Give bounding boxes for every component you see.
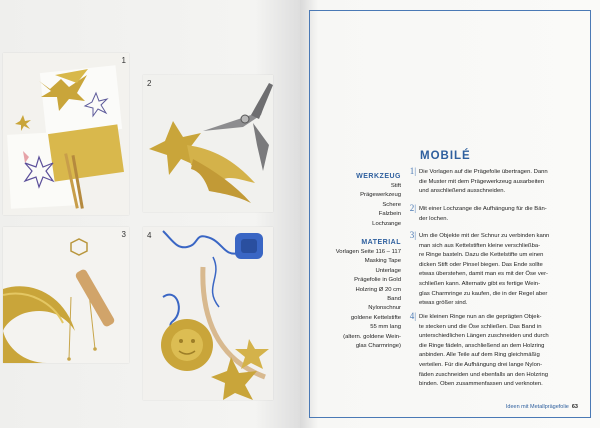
werkzeug-heading: WERKZEUG xyxy=(356,173,401,180)
photo-2 xyxy=(143,75,273,212)
step-line: man sich aus Kettelstiften kleine verschließba- xyxy=(419,242,541,249)
material-item: Holzring Ø 20 cm xyxy=(355,286,401,293)
gold-sun xyxy=(161,319,213,371)
step-text xyxy=(419,313,581,390)
step-line: fäden zuschneiden und ebenfalls an den Holzring xyxy=(419,371,549,378)
step-number: 2| xyxy=(409,203,416,213)
material-item: goldene Kettelstifte xyxy=(350,314,401,321)
step-line: Um die Objekte mit der Schnur zu verbinden kann xyxy=(419,233,550,239)
step-line: Die kleinen Ringe nun an die geprägten Objek- xyxy=(419,314,542,320)
werkzeug-item: Lochzange xyxy=(372,220,401,227)
photo-number: 1 xyxy=(121,56,126,65)
cut-star-and-punch-image xyxy=(143,75,273,212)
step-line: binden. Oben zusammenfassen und verknoten. xyxy=(419,381,543,388)
photo-3 xyxy=(3,227,129,363)
werkzeug-item: Prägewerkzeug xyxy=(360,192,401,199)
werkzeug-item: Falzbein xyxy=(378,211,401,218)
step-line: Mit einer Lochzange die Aufhängung für die Bän- xyxy=(419,206,547,212)
step-line: te stecken und die Öse schließen. Das Band in xyxy=(419,323,542,330)
material-item: 55 mm lang xyxy=(370,324,401,331)
step-line: glas Charmringe zu kaufen, die in der Regel aber xyxy=(419,290,548,297)
step-line: die Muster mit dem Prägewerkzeug ausarbeiten xyxy=(419,178,545,185)
step-line: der lochen. xyxy=(419,215,449,222)
step-line: und anschließend ausschneiden. xyxy=(419,188,506,195)
step-line: die Ringe fädeln, anschließend an dem Holzring xyxy=(419,342,545,349)
photo-4 xyxy=(143,227,273,400)
material-heading: MATERIAL xyxy=(361,239,401,246)
step-line: etwas größer sind. xyxy=(419,300,468,307)
material-item: Unterlage xyxy=(375,267,401,274)
photo-1 xyxy=(3,53,129,215)
photo-number: 4 xyxy=(147,231,152,240)
step-number: 4| xyxy=(409,311,416,321)
page-footer xyxy=(506,404,578,410)
step-text xyxy=(419,205,581,224)
material-item: Nylonschnur xyxy=(368,305,401,312)
assembled-mobile-image xyxy=(143,227,273,400)
embossing-templates-image xyxy=(3,53,129,215)
step-number: 3| xyxy=(409,230,416,240)
photo-number: 2 xyxy=(147,79,152,88)
step-line: unterschiedlichen Längen zuschneiden und durch xyxy=(419,333,549,340)
step-number: 1| xyxy=(409,166,416,176)
material-item: (altern. goldene Wein- xyxy=(343,333,401,340)
step-text xyxy=(419,168,581,197)
footer-text: Ideen mit Metallprägefolie xyxy=(505,404,569,410)
step-line: schließen kann. Alternativ gibt es fertige Wein- xyxy=(419,280,541,287)
material-item: Band xyxy=(387,296,401,303)
page-number: 63 xyxy=(571,404,578,410)
werkzeug-item: Schere xyxy=(382,201,401,208)
werkzeug-list xyxy=(308,172,401,229)
material-item: Prägefolie in Gold xyxy=(354,277,401,284)
photo-number: 3 xyxy=(121,230,126,239)
step-line: etwas überstehen, damit man es mit der Öse ver- xyxy=(419,271,548,278)
step-line: dicken Stift oder Pinsel biegen. Das Ende sollte xyxy=(419,261,543,268)
step-text xyxy=(419,232,581,309)
material-item: Vorlagen Seite 116 – 117 xyxy=(335,249,401,255)
moon-and-rings-image xyxy=(3,227,129,363)
step-line: verteilen. Für die Aufhängung drei lange Nylon- xyxy=(419,361,543,368)
step-line: re Ringe basteln. Dazu die Kettelstifte um einen xyxy=(419,252,544,259)
material-list xyxy=(308,238,401,351)
page-title: MOBILÉ xyxy=(420,150,471,162)
werkzeug-item: Stift xyxy=(390,183,401,189)
step-line: anbinden. Alle Teile auf dem Ring gleichmäßig xyxy=(419,352,540,359)
material-item: glas Charmringe) xyxy=(355,343,401,350)
step-line: Die Vorlagen auf die Prägefolie übertragen. Dann xyxy=(419,169,548,175)
material-item: Masking Tape xyxy=(364,258,401,265)
